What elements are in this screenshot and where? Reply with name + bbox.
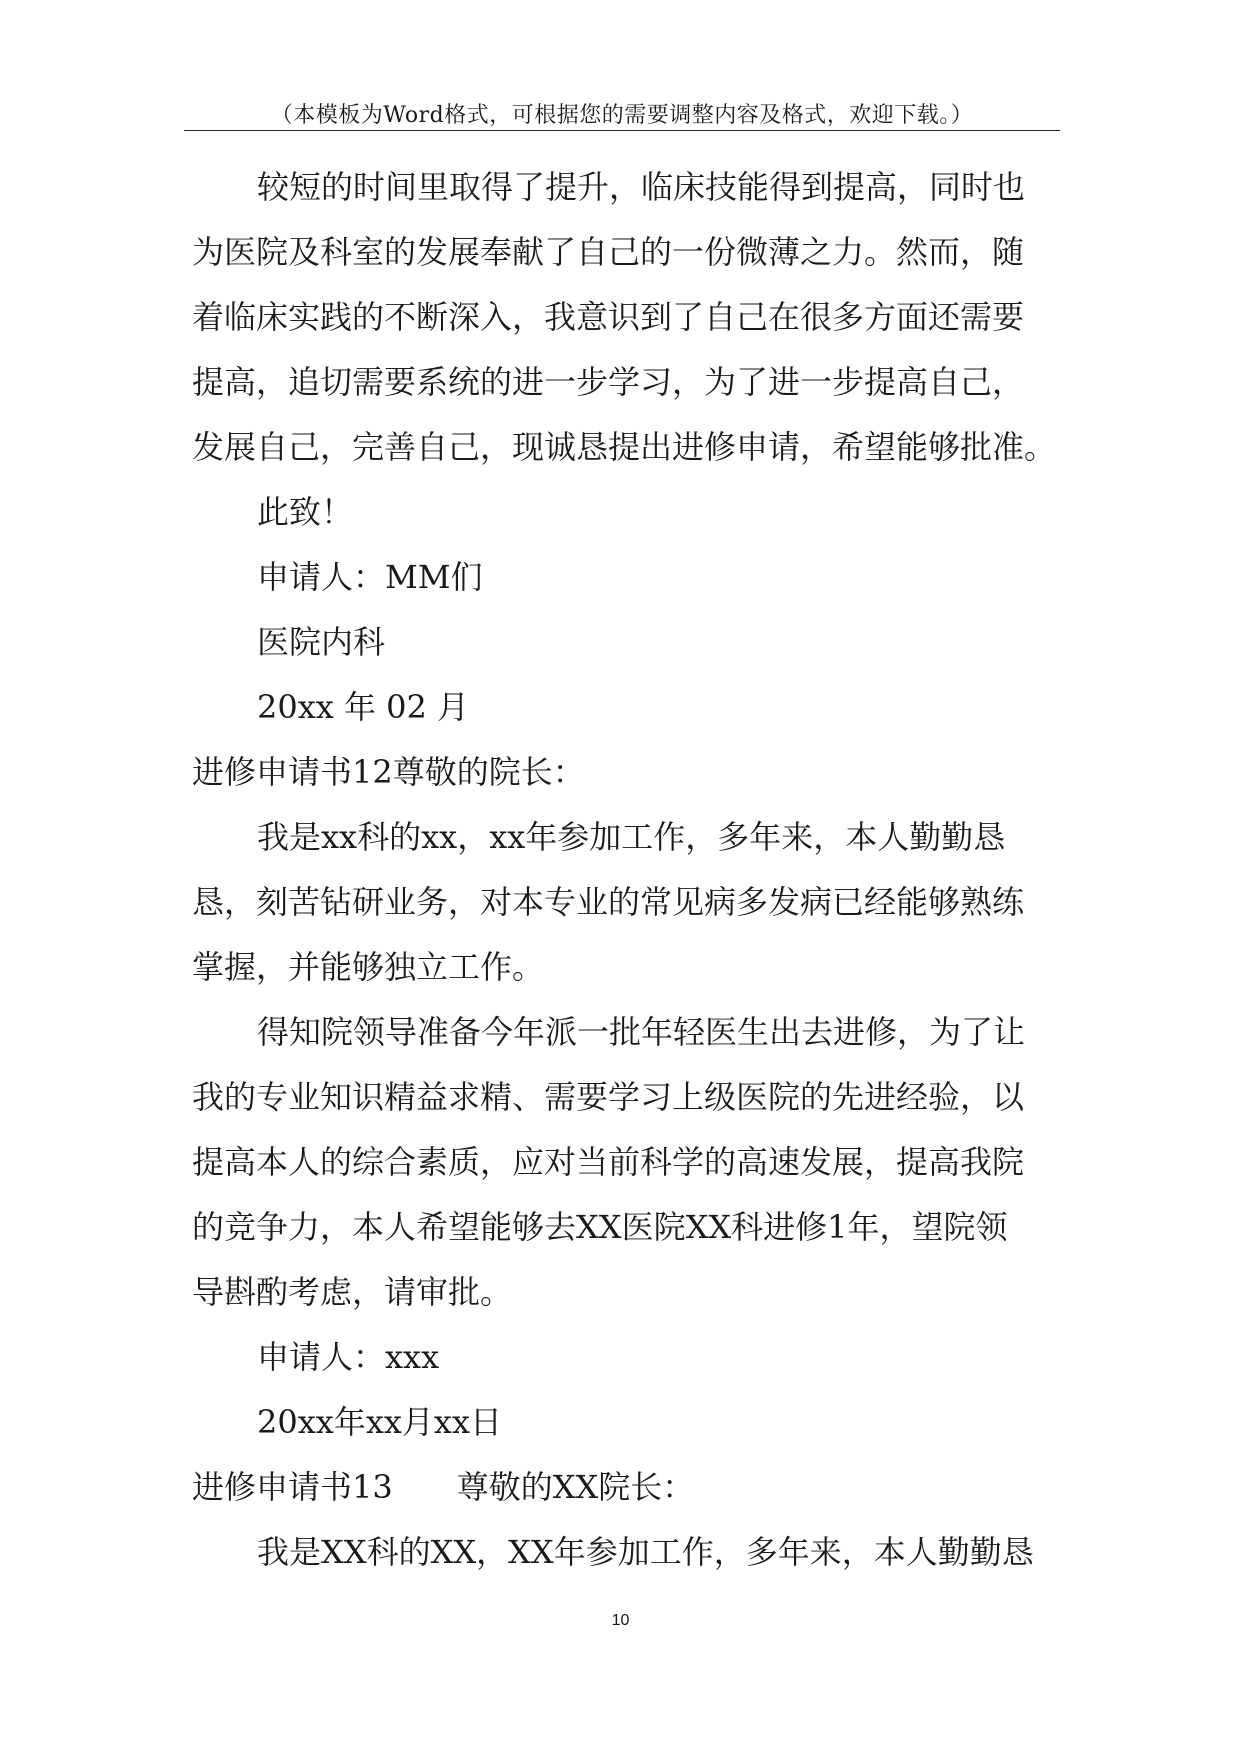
body-line: 为医院及科室的发展奉献了自己的一份微薄之力。然而，随 [192, 233, 1025, 271]
body-line: 我的专业知识精益求精、需要学习上级医院的先进经验，以 [192, 1078, 1025, 1116]
body-line: 医院内科 [257, 623, 386, 661]
body-line: 掌握，并能够独立工作。 [192, 948, 545, 986]
body-line: 我是xx科的xx，xx年参加工作，多年来，本人勤勤恳 [257, 818, 1006, 856]
body-line: 较短的时间里取得了提升，临床技能得到提高，同时也 [257, 168, 1026, 206]
header-divider [184, 130, 1060, 131]
body-line: 进修申请书12尊敬的院长： [192, 753, 585, 791]
body-line: 进修申请书13 尊敬的XX院长： [192, 1468, 695, 1506]
body-line: 着临床实践的不断深入，我意识到了自己在很多方面还需要 [192, 298, 1025, 336]
body-line: 20xx年xx月xx日 [257, 1403, 503, 1441]
body-line: 的竞争力，本人希望能够去XX医院XX科进修1年，望院领 [192, 1208, 1008, 1246]
body-line: 20xx 年 02 月 [257, 688, 470, 726]
body-line: 申请人：MM们 [257, 558, 483, 596]
body-line: 得知院领导准备今年派一批年轻医生出去进修，为了让 [257, 1013, 1026, 1051]
body-line: 申请人：xxx [257, 1338, 440, 1376]
page-number: 10 [611, 1612, 630, 1629]
document-body [192, 155, 1072, 1585]
body-line: 导斟酌考虑，请审批。 [192, 1273, 513, 1311]
body-line: 提高本人的综合素质，应对当前科学的高速发展，提高我院 [192, 1143, 1025, 1181]
body-line: 恳，刻苦钻研业务，对本专业的常见病多发病已经能够熟练 [192, 883, 1025, 921]
body-line: 提高，追切需要系统的进一步学习，为了进一步提高自己， [192, 363, 1025, 401]
body-line: 此致！ [257, 493, 354, 531]
template-note-header: （本模板为Word格式，可根据您的需要调整内容及格式，欢迎下载。） [270, 103, 974, 128]
body-line: 发展自己，完善自己，现诚恳提出进修申请，希望能够批准。 [192, 428, 1057, 466]
body-line: 我是XX科的XX，XX年参加工作，多年来，本人勤勤恳 [257, 1533, 1034, 1571]
